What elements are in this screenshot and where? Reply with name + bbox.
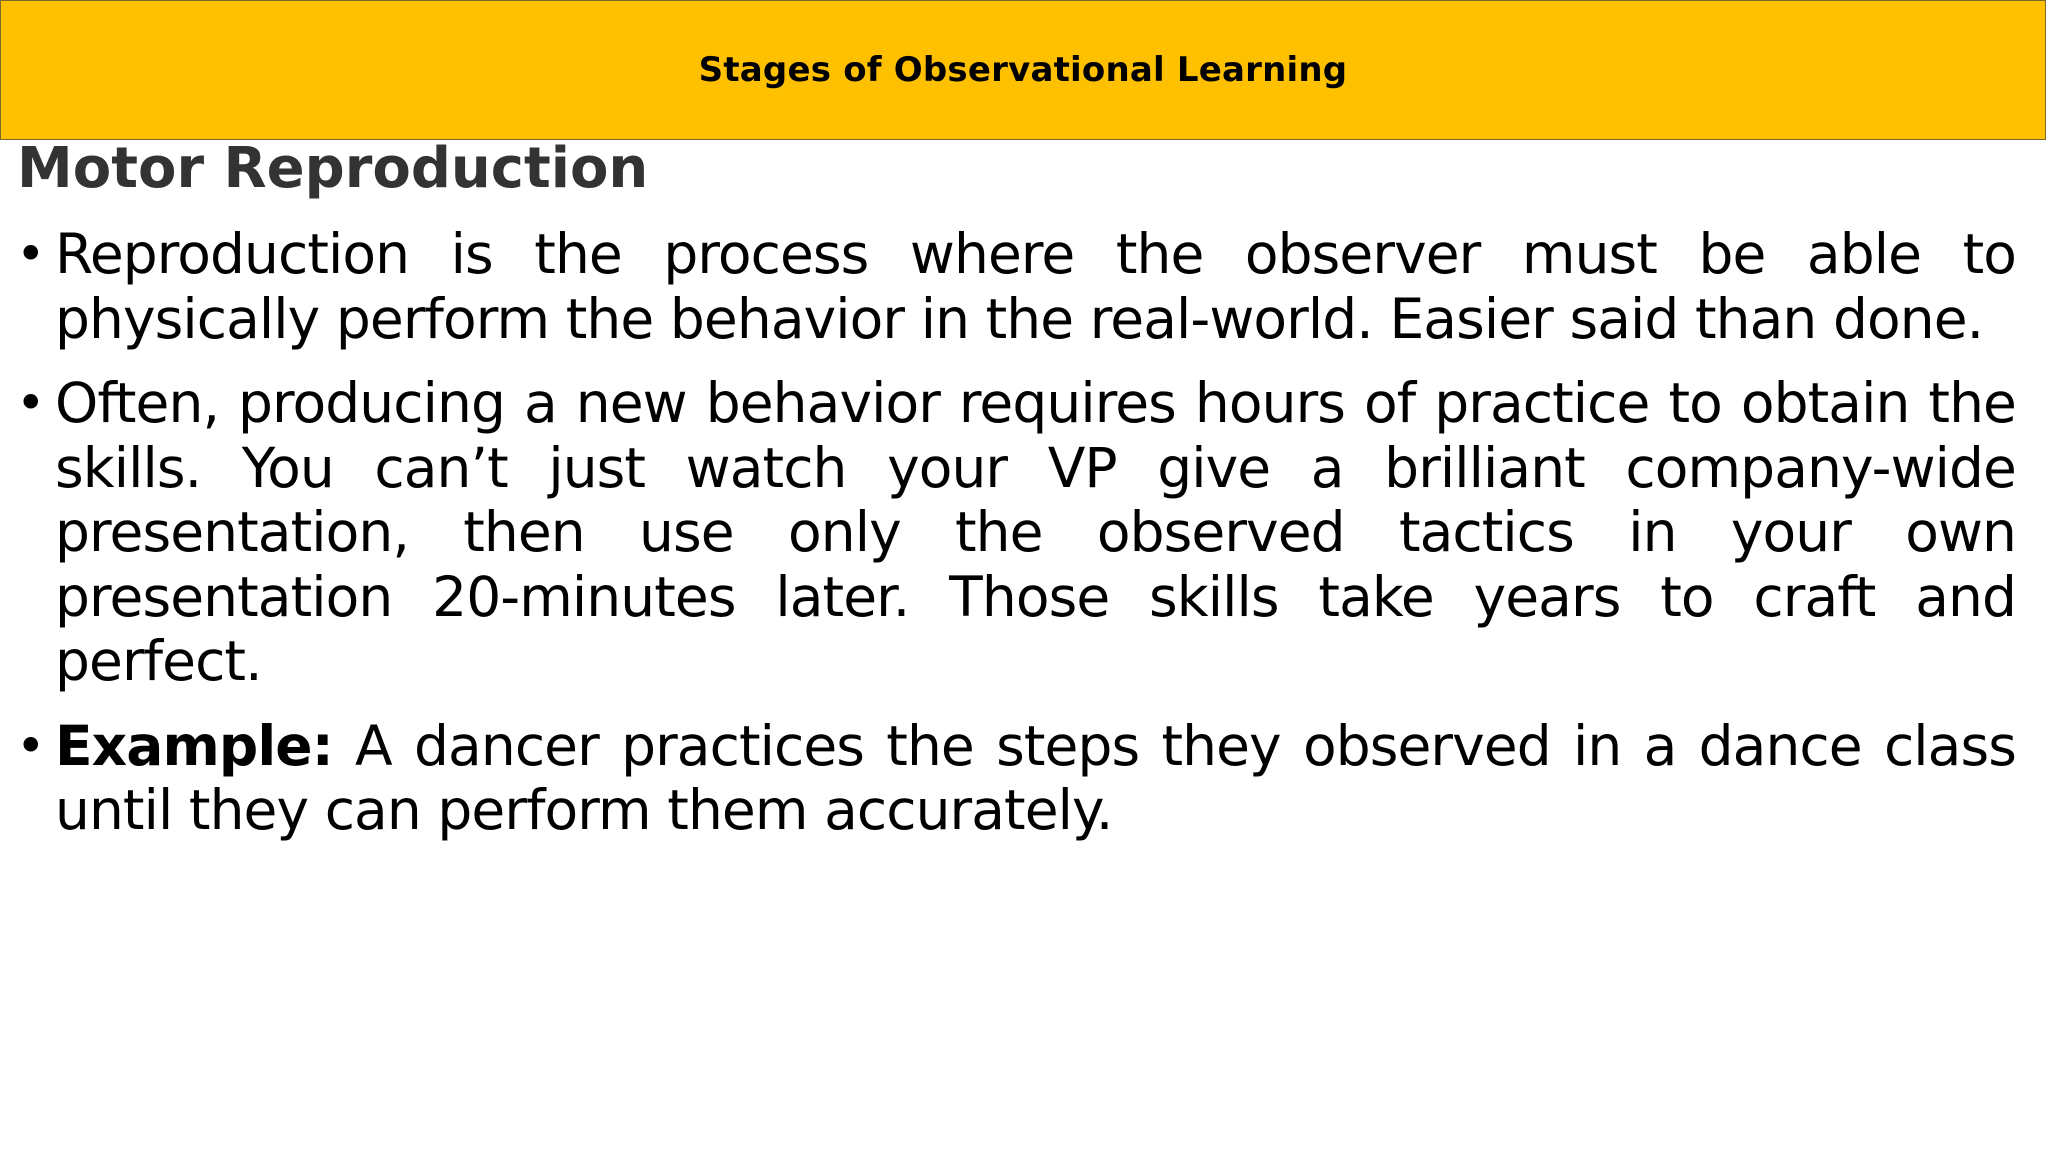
bullet-item-practice xyxy=(0,371,2048,694)
bullet-item-reproduction xyxy=(0,222,2048,351)
bullet-text: Reproduction is the process where the observer must be able to physically perform the behavior in the real-world. Easier said than done. xyxy=(55,222,2016,351)
bullet-icon: • xyxy=(16,225,45,283)
bullet-text: A dancer practices the steps they observed in a dance class until they can perform them accurately. xyxy=(55,713,2016,842)
bullet-icon: • xyxy=(16,374,45,432)
bullet-text: Often, producing a new behavior requires hours of practice to obtain the skills. You can’t just watch your VP give a brilliant company-wide presentation, then use only the observed tactics in your own presentation 20-minutes later. Those skills take years to craft and perfect. xyxy=(55,371,2016,693)
example-label: Example: xyxy=(55,713,333,778)
bullet-item-example xyxy=(0,714,2048,843)
slide-title: Stages of Observational Learning xyxy=(698,50,1348,90)
section-heading: Motor Reproduction xyxy=(17,136,649,201)
bullet-list xyxy=(0,222,2048,863)
bullet-icon: • xyxy=(16,716,45,775)
header-bar xyxy=(0,0,2046,140)
